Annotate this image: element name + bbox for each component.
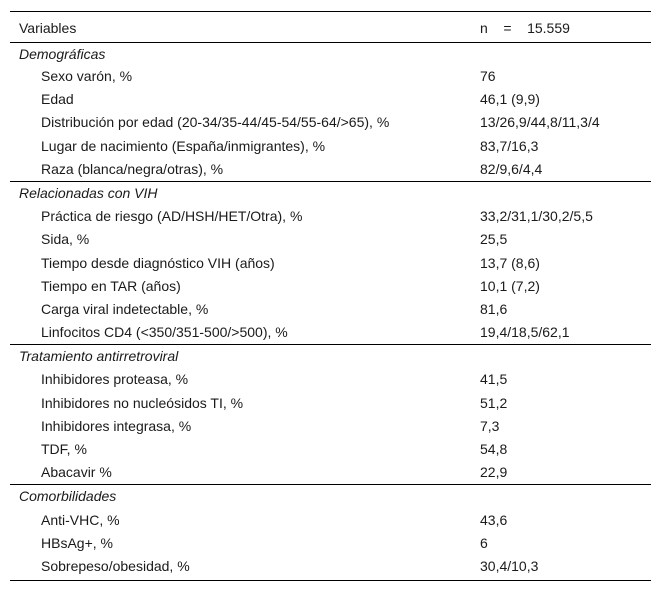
row-label: Tiempo desde diagnóstico VIH (años) (41, 254, 275, 271)
section-heading (10, 484, 651, 508)
row-label: Inhibidores proteasa, % (41, 371, 189, 388)
table-row (10, 275, 651, 298)
row-label: Tiempo en TAR (años) (41, 277, 181, 294)
section-heading (10, 45, 651, 65)
row-value: 54,8 (480, 441, 508, 457)
row-label: Práctica de riesgo (AD/HSH/HET/Otra), % (41, 208, 303, 225)
table-row (10, 321, 651, 344)
row-label: Linfocitos CD4 (<350/351-500/>500), % (41, 324, 288, 341)
row-value: 13/26,9/44,8/11,3/4 (480, 114, 600, 131)
row-value: 30,4/10,3 (480, 557, 539, 574)
section-title: Demográficas (19, 46, 106, 62)
row-value: 7,3 (480, 417, 500, 434)
row-value: 13,7 (8,6) (480, 254, 540, 271)
row-value: 43,6 (480, 511, 508, 528)
section-title: Tratamiento antirretroviral (19, 348, 179, 365)
header-rule (10, 42, 651, 43)
row-label: Distribución por edad (20-34/35-44/45-54/55-64/>65), % (41, 114, 390, 131)
row-value: 76 (480, 68, 496, 84)
row-value: 25,5 (480, 231, 508, 248)
row-label: Sobrepeso/obesidad, % (41, 557, 190, 574)
section-title: Comorbilidades (19, 488, 117, 505)
row-label: Abacavir % (41, 464, 112, 481)
row-value: 83,7/16,3 (480, 137, 539, 154)
row-label: Raza (blanca/negra/otras), % (41, 160, 224, 177)
table-row (10, 205, 651, 228)
row-label: Sexo varón, % (41, 68, 133, 84)
row-label: Carga viral indetectable, % (41, 300, 209, 317)
table-row (10, 461, 651, 484)
table-row (10, 532, 651, 555)
section-heading (10, 344, 651, 368)
row-value: 10,1 (7,2) (480, 277, 540, 294)
row-label: Anti-VHC, % (41, 511, 120, 528)
row-label: HBsAg+, % (41, 534, 113, 551)
table-row (10, 298, 651, 321)
row-label: Sida, % (41, 231, 90, 248)
table-row (10, 555, 651, 578)
header-variables: Variables (19, 20, 77, 36)
table-row (10, 252, 651, 275)
table-row (10, 415, 651, 438)
row-value: 82/9,6/4,4 (480, 160, 543, 177)
header-n: n = 15.559 (480, 20, 570, 36)
section-title: Relacionadas con VIH (19, 184, 158, 201)
row-label: Inhibidores no nucleósidos TI, % (41, 394, 244, 411)
row-value: 51,2 (480, 394, 508, 411)
row-value: 46,1 (9,9) (480, 91, 540, 108)
row-label: Inhibidores integrasa, % (41, 417, 192, 434)
table-header (10, 11, 651, 43)
section-heading (10, 181, 651, 205)
table-row (10, 135, 651, 158)
table-row (10, 509, 651, 532)
table-row (10, 65, 651, 88)
table-body (10, 45, 651, 578)
table-row (10, 88, 651, 111)
row-label: Edad (41, 91, 74, 108)
row-label: TDF, % (41, 441, 87, 457)
table-row (10, 368, 651, 391)
table-row (10, 228, 651, 251)
row-value: 6 (480, 534, 488, 551)
row-label: Lugar de nacimiento (España/inmigrantes), % (41, 137, 326, 154)
table-row (10, 111, 651, 134)
row-value: 41,5 (480, 371, 508, 388)
table-row (10, 438, 651, 461)
row-value: 19,4/18,5/62,1 (480, 324, 570, 341)
row-value: 22,9 (480, 464, 508, 481)
table-row (10, 158, 651, 181)
row-value: 81,6 (480, 300, 508, 317)
row-value: 33,2/31,1/30,2/5,5 (480, 208, 593, 225)
table-bottom-rule (10, 580, 651, 581)
table-row (10, 392, 651, 415)
